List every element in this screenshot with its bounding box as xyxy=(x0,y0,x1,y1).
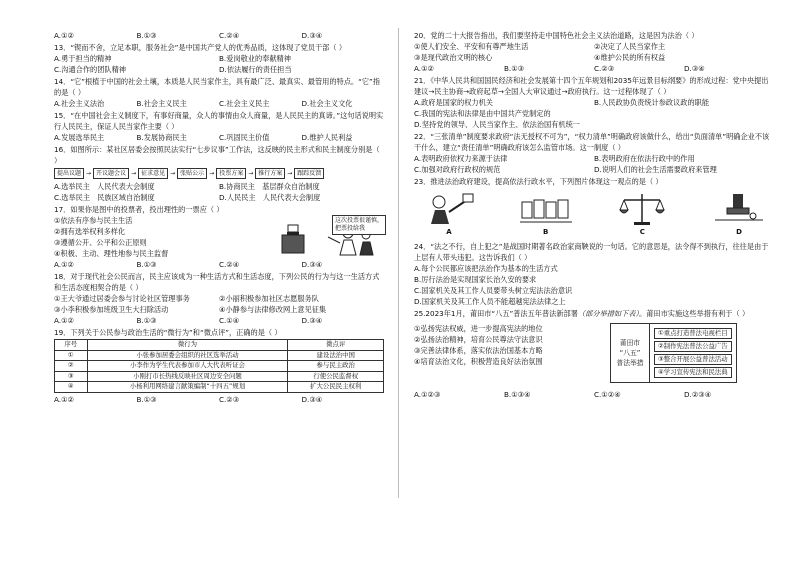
option-d: D.维护人民利益 xyxy=(301,133,353,142)
option-b: B.①③ xyxy=(136,31,157,40)
option-c: C.国家机关及其工作人员要带头树立宪法法治意识 xyxy=(414,286,573,295)
statement-item: ②小丽积极参加社区志愿服务队 xyxy=(219,294,319,303)
top-answer-row xyxy=(54,30,384,41)
option-b: B.人民政协负责统计参政议政的职能 xyxy=(594,98,710,107)
picture-label: B xyxy=(542,228,549,236)
picture-options xyxy=(414,190,774,238)
option-d: D.国家机关及其工作人员不能超越宪法法律之上 xyxy=(414,297,566,306)
question-23 xyxy=(414,176,774,238)
city-line: “八五” xyxy=(619,349,641,357)
option-c: C.②③ xyxy=(594,64,615,73)
option-c: C.社会主义民主 xyxy=(219,99,270,108)
picture-b xyxy=(511,190,581,238)
question-22 xyxy=(414,131,774,175)
option-d: D.说明人们的社会生活需要政府来管理 xyxy=(594,165,717,174)
option-b: B.发展协商民主 xyxy=(136,133,187,142)
column-header: 序号 xyxy=(55,340,88,351)
option-b: B.社会主义民主 xyxy=(136,99,187,108)
statement-item: ④小静参与法律修改网上意见征集 xyxy=(219,305,327,314)
table-cell: 行使公民监督权 xyxy=(288,371,384,382)
table-cell: 小李作为学生代表参加市人大代表听证会 xyxy=(87,361,288,372)
measures-list xyxy=(650,324,736,382)
table-cell: 小杨利用网络建言献策编制“十四五”规划 xyxy=(87,382,288,393)
option-a: A.①② xyxy=(54,260,74,269)
arrow-right-icon: → xyxy=(287,170,293,177)
measure-item: ④学习宣传宪法和民法典 xyxy=(654,367,732,378)
statement-item: ②决定了人民当家作主 xyxy=(594,42,666,51)
option-a: A.①② xyxy=(54,31,74,40)
option-a: A.①② xyxy=(54,316,74,325)
statement-item: ②弘扬法治精神，培育公民尊法守法意识 xyxy=(414,335,543,344)
question-14 xyxy=(54,76,384,109)
process-flow xyxy=(54,168,384,179)
flow-step: 推行方案 xyxy=(255,168,285,179)
stem-text: 。莆田市实施这些举措有利于（ ） xyxy=(639,309,750,318)
option-a: A.①② xyxy=(54,394,74,404)
question-stem: 19．下列关于公民参与政治生活的“微行为”和“微点评”，正确的是（ ） xyxy=(54,328,282,337)
flow-step: 张贴公示 xyxy=(177,168,207,179)
option-c: C.沟通合作的团队精神 xyxy=(54,65,126,74)
option-c: C.巩固民主价值 xyxy=(219,133,270,142)
table-row xyxy=(55,382,384,393)
measure-item: ③整合开展公益普法活动 xyxy=(654,354,732,365)
option-d: D.③④ xyxy=(301,31,323,40)
arrow-right-icon: → xyxy=(131,170,137,177)
stem-note: （部分举措如下表） xyxy=(577,309,640,318)
option-c: C.①④ xyxy=(219,316,240,325)
statement-item: ①王大爷通过居委会参与讨论社区管理事务 xyxy=(54,294,190,303)
table-cell: ④ xyxy=(55,382,88,393)
statement-item: ②拥有选举权利多样化 xyxy=(54,227,126,236)
statement-item: ①使人们安全、平安和有尊严地生活 xyxy=(414,42,529,51)
question-25 xyxy=(414,308,774,400)
option-c: C.②④ xyxy=(219,31,240,40)
arrow-right-icon: → xyxy=(209,170,215,177)
question-stem: 14．“它”根植于中国的社会土壤，本质是人民当家作主，具有最广泛、最真实、最管用的特点。“它”指的是（ ） xyxy=(54,77,380,97)
question-16 xyxy=(54,144,384,203)
statement-item: ③小李积极参加班级卫生大扫除活动 xyxy=(54,305,169,314)
question-stem: 24．“法之不行，自上犯之”是战国时期著名政治家商鞅说的一句话。它的意思是，法令得不到执行，往往是由于上层有人带头违犯。这告诉我们（ ） xyxy=(414,242,769,262)
statement-item: ④培育法治文化，积极营造良好法治氛围 xyxy=(414,357,543,366)
measures-table xyxy=(610,323,737,383)
question-21 xyxy=(414,75,774,130)
option-d: D.坚持党的领导、人民当家作主、依法治国有机统一 xyxy=(414,120,580,129)
measure-item: ①重点打造普法电视栏目 xyxy=(654,328,732,339)
table-cell: ③ xyxy=(55,371,88,382)
picture-label: D xyxy=(736,228,742,236)
picture-c xyxy=(607,190,677,238)
option-c: C.加强对政府行政权的规范 xyxy=(414,165,501,174)
question-stem: 15．“在中国社会主义制度下，有事好商量，众人的事情由众人商量，是人民民主的真谛。”这句话说明实行人民民主，保证人民当家作主要（ ） xyxy=(54,111,384,131)
city-line: 莆田市 xyxy=(619,339,641,347)
table-cell: 建设法治中国 xyxy=(288,350,384,361)
picture-label: C xyxy=(639,228,645,236)
scales-of-justice-illustration xyxy=(612,190,672,226)
option-b: B.表明政府在依法行政中的作用 xyxy=(594,154,695,163)
option-d: D.③④ xyxy=(301,316,323,325)
stamp-seal-illustration xyxy=(709,190,769,226)
question-13 xyxy=(54,42,384,75)
option-d: D.②③④ xyxy=(684,390,712,399)
stamps-illustration xyxy=(516,190,576,226)
right-column xyxy=(414,30,774,401)
column-header: 微点评 xyxy=(288,340,384,351)
flow-step: 投票方案 xyxy=(216,168,246,179)
city-label xyxy=(611,324,650,382)
question-stem: 16．如图所示：某社区居委会按照民法实行“七步议事”工作法，这反映的民主形式和民主制度分别是（ ） xyxy=(54,145,380,165)
speech-bubble: 这次投票很谨慎，把票投给我 xyxy=(332,215,386,235)
option-d: D.③④ xyxy=(684,64,705,73)
statement-item: ③遵循公开、公平和公正原则 xyxy=(54,238,147,247)
question-17 xyxy=(54,204,384,270)
question-stem xyxy=(414,308,774,319)
option-d: D.人民民主 人民代表大会制度 xyxy=(219,193,321,202)
flow-step: 提出议题 xyxy=(54,168,84,179)
flow-step: 征求意见 xyxy=(138,168,168,179)
question-24 xyxy=(414,241,774,307)
question-stem: 22．“三张清单”制度要求政府“法无授权不可为”，“权力清单”明确政府该做什么，给出“负面清单”明确企业不该干什么，建立“责任清单”明确政府该怎么监管市场。这一制度（ ） xyxy=(414,132,770,152)
option-d: D.③④ xyxy=(301,394,323,404)
option-d: D.③④ xyxy=(301,260,323,269)
question-19 xyxy=(54,327,384,405)
statement-item: ③完善法律体系，落实依法治国基本方略 xyxy=(414,346,543,355)
arrow-right-icon: → xyxy=(86,170,92,177)
question-stem: 17．如果你是图中的投票者，投出理性的一票应（ ） xyxy=(54,205,224,214)
option-b: B.爱岗敬业的奉献精神 xyxy=(219,54,291,63)
option-a: A.发展选举民主 xyxy=(54,133,105,142)
question-15 xyxy=(54,110,384,143)
behavior-table xyxy=(54,339,384,393)
option-c: C.①②④ xyxy=(594,390,621,399)
option-b: B.协商民主 基层群众自治制度 xyxy=(219,182,320,191)
voting-cartoon xyxy=(274,215,384,259)
option-c: C.②③ xyxy=(219,394,240,404)
option-a: A.每个公民都应该把法治作为基本的生活方式 xyxy=(414,264,558,273)
question-stem: 13．“锲而不舍，立足本职，服务社会”是中国共产党人的优秀品质，这体现了党员干部（ ） xyxy=(54,43,347,52)
arrow-right-icon: → xyxy=(248,170,254,177)
option-c: C.②④ xyxy=(219,260,240,269)
option-b: B.①③④ xyxy=(504,390,531,399)
arrow-right-icon: → xyxy=(170,170,176,177)
option-a: A.政府是国家的权力机关 xyxy=(414,98,493,107)
option-a: A.①②③ xyxy=(414,390,441,399)
option-b: B.①③ xyxy=(136,260,157,269)
option-d: D.社会主义文化 xyxy=(301,99,353,108)
question-stem: 21．《中华人民共和国国民经济和社会发展第十四个五年规划和2035年远景目标纲要》的形成过程：党中央提出建议→民主协商→政府起草→全国人大审议通过→政府执行。这一过程体现了（ ） xyxy=(414,76,769,96)
flow-step: 开议题会议 xyxy=(93,168,129,179)
picture-d xyxy=(704,190,774,238)
option-b: B.厉行法治是实现国家长治久安的要求 xyxy=(414,275,537,284)
statement-item: ③是现代政治文明的核心 xyxy=(414,53,493,62)
statement-item: ④维护公民的所有权益 xyxy=(594,53,666,62)
flow-step: 跟踪反馈 xyxy=(294,168,324,179)
column-header: 微行为 xyxy=(87,340,288,351)
question-stem: 20．党的二十大报告指出，我们要坚持走中国特色社会主义法治道路，这是因为法治（ ） xyxy=(414,31,699,40)
statement-item: ④积极、主动、理性地参与民主监督 xyxy=(54,249,169,258)
table-cell: 小张参加居委会组织的社区选举活动 xyxy=(87,350,288,361)
question-stem: 18．对于现代社会公民而言，民主应该成为一种生活方式和生活态度，下列公民的行为与这一生活方式和生活态度相契合的是（ ） xyxy=(54,272,380,292)
option-d: D.依法履行的责任担当 xyxy=(219,65,292,74)
stem-text: 25.2023年1月，莆田市“八五”普法五年普法新部署 xyxy=(414,309,578,318)
table-cell: 扩大公民民主权利 xyxy=(288,382,384,393)
option-a: A.表明政府依权力来源于法律 xyxy=(414,154,508,163)
question-20 xyxy=(414,30,774,74)
table-cell: ① xyxy=(55,350,88,361)
option-c: C.选举民主 民族区域自治制度 xyxy=(54,193,155,202)
statement-item: ①依法有序参与民主生活 xyxy=(54,216,133,225)
option-c: C.我国的宪法和法律是由中国共产党制定的 xyxy=(414,109,551,118)
option-b: B.①③ xyxy=(504,64,525,73)
statement-item: ①弘扬宪法权威，进一步提高宪法的地位 xyxy=(414,324,543,333)
table-row xyxy=(55,361,384,372)
left-column xyxy=(54,30,384,406)
question-18 xyxy=(54,271,384,326)
table-cell: ② xyxy=(55,361,88,372)
option-a: A.勇于担当的精神 xyxy=(54,54,112,63)
option-a: A.社会主义法治 xyxy=(54,99,105,108)
table-cell: 小刚打市长热线反映社区周边安全问题 xyxy=(87,371,288,382)
table-row xyxy=(55,371,384,382)
table-cell: 参与民主政治 xyxy=(288,361,384,372)
option-a: A.选举民主 人民代表大会制度 xyxy=(54,182,155,191)
hand-grabbing-illustration xyxy=(419,190,479,226)
column-divider xyxy=(398,28,399,498)
city-line: 普法举措 xyxy=(616,359,644,367)
option-b: B.①③ xyxy=(136,394,157,404)
measure-item: ②制作宪法普法公益广告 xyxy=(654,341,732,352)
option-a: A.①② xyxy=(414,64,434,73)
option-b: B.①③ xyxy=(136,316,157,325)
table-header-row xyxy=(55,340,384,351)
picture-label: A xyxy=(446,228,452,236)
picture-a xyxy=(414,190,484,238)
question-stem: 23．推进法治政府建设，提高依法行政水平，下列图片体现这一观点的是（ ） xyxy=(414,177,663,186)
table-row xyxy=(55,350,384,361)
